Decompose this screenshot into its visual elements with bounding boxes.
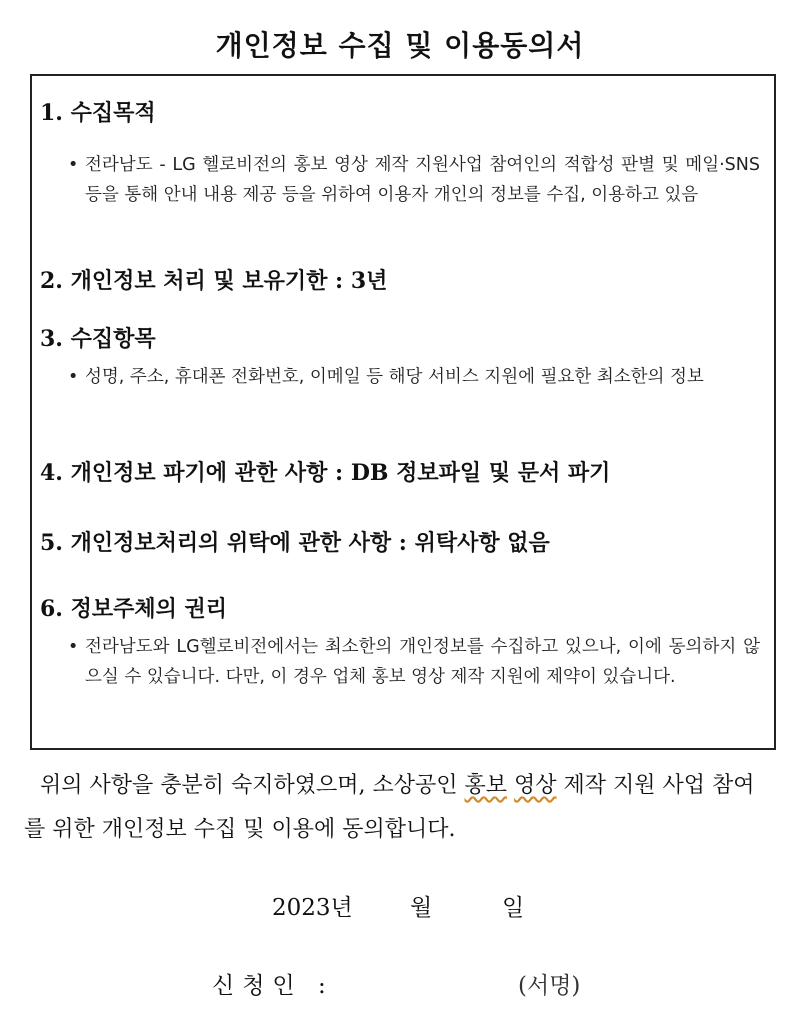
section-heading-items: 3. 수집항목 (40, 326, 156, 352)
section-heading-rights: 6. 정보주체의 권리 (40, 596, 228, 622)
bullet-marker: • (68, 155, 79, 175)
agreement-text-end: 제작 지원 사업 참여를 위한 개인정보 수집 및 이용에 동의합니다. (24, 773, 755, 842)
agreement-word-promotion: 홍보 (464, 773, 508, 798)
agreement-word-video: 영상 (514, 773, 557, 798)
agreement-statement (24, 764, 774, 852)
section-heading-destruction: 4. 개인정보 파기에 관한 사항 : DB 정보파일 및 문서 파기 (40, 460, 611, 486)
document-title: 개인정보 수집 및 이용동의서 (215, 29, 585, 62)
bullet-marker: • (68, 367, 79, 387)
section-bullet-items-text: 성명, 주소, 휴대폰 전화번호, 이메일 등 해당 서비스 지원에 필요한 최소한의 정보 (85, 367, 704, 387)
terms-box (30, 74, 776, 750)
date-day-label: 일 (502, 895, 525, 921)
section-bullet-purpose-text: 전라남도 - LG 헬로비전의 홍보 영상 제작 지원사업 참여인의 적합성 판별 및 메일·SNS 등을 통해 안내 내용 제공 등을 위하여 이용자 개인의 정보를 수집, 이용하고 있음 (85, 155, 760, 205)
bullet-marker: • (68, 637, 79, 657)
section-bullet-purpose (68, 150, 760, 210)
applicant-label: 신청인 : (212, 973, 334, 999)
date-year: 2023년 (272, 895, 353, 921)
date-month-label: 월 (410, 895, 433, 921)
signature-hint: (서명) (518, 973, 581, 999)
section-bullet-rights-text: 전라남도와 LG헬로비전에서는 최소한의 개인정보를 수집하고 있으나, 이에 동의하지 않으실 수 있습니다. 다만, 이 경우 업체 홍보 영상 제작 지원에 제약이 있습니다. (85, 637, 760, 687)
section-heading-retention: 2. 개인정보 처리 및 보유기한 : 3년 (40, 268, 388, 294)
section-heading-purpose: 1. 수집목적 (40, 100, 156, 126)
section-bullet-rights (68, 632, 760, 692)
agreement-text-space (507, 773, 514, 798)
section-heading-outsourcing: 5. 개인정보처리의 위탁에 관한 사항 : 위탁사항 없음 (40, 530, 550, 556)
section-bullet-items (68, 362, 760, 392)
agreement-text-start: 위의 사항을 충분히 숙지하였으며, 소상공인 (40, 773, 465, 798)
